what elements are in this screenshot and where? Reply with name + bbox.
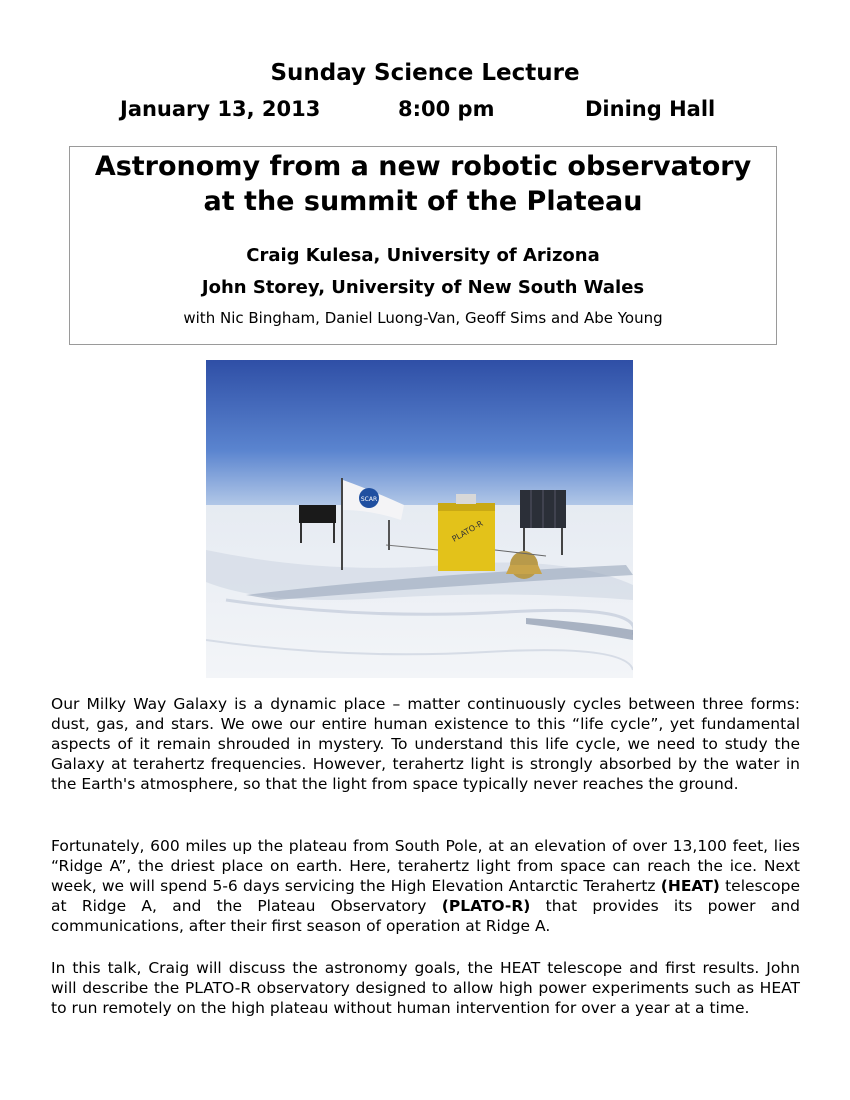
lecture-time: 8:00 pm bbox=[398, 97, 495, 121]
lecture-series-title: Sunday Science Lecture bbox=[270, 60, 580, 86]
paragraph-2-text-b: telescope at Ridge A, and the Plateau Observatory bbox=[51, 877, 801, 915]
talk-info-box bbox=[69, 146, 777, 345]
talk-title-line-1: Astronomy from a new robotic observatory bbox=[94, 151, 752, 182]
flag-logo-text: SCAR bbox=[360, 496, 378, 503]
plato-acronym: (PLATO-R) bbox=[441, 897, 531, 915]
lecture-date: January 13, 2013 bbox=[120, 97, 321, 121]
paragraph-2-text-c: that provides its power and communications, after their first season of operation at Ridge A. bbox=[51, 897, 800, 935]
observatory-photo bbox=[206, 360, 633, 678]
speaker-1: Craig Kulesa, University of Arizona bbox=[246, 245, 600, 266]
paragraph-2-text-a: Fortunately, 600 miles up the plateau from South Pole, at an elevation of over 13,100 feet, lies “Ridge A”, the driest place on earth. Here, terahertz light from space can reach the ice. Next week, we will spend 5-6 days servicing the High Elevation Antarctic Terahertz bbox=[51, 837, 800, 895]
paragraph-2 bbox=[51, 836, 800, 936]
paragraph-3: In this talk, Craig will discuss the astronomy goals, the HEAT telescope and first results. John will describe the PLATO-R observatory designed to allow high power experiments such as HEAT to run remotely on the high plateau without human intervention for over a year at a time. bbox=[51, 959, 800, 1017]
heat-acronym: (HEAT) bbox=[660, 877, 720, 895]
collaborators: with Nic Bingham, Daniel Luong-Van, Geoff Sims and Abe Young bbox=[183, 309, 663, 327]
paragraph-1: Our Milky Way Galaxy is a dynamic place – matter continuously cycles between three forms: dust, gas, and stars. We owe our entire human existence to this “life cycle”, yet fundamental aspects of it remain shrouded in mystery. To understand this life cycle, we need to study the Galaxy at terahertz frequencies. However, terahertz light is strongly absorbed by the water in the Earth's atmosphere, so that the light from space typically never reaches the ground. bbox=[51, 695, 800, 793]
lecture-location: Dining Hall bbox=[585, 97, 716, 121]
box-label-text: PLATO-R bbox=[450, 518, 485, 544]
speaker-2: John Storey, University of New South Wales bbox=[201, 277, 645, 298]
talk-title-line-2: at the summit of the Plateau bbox=[203, 186, 643, 217]
